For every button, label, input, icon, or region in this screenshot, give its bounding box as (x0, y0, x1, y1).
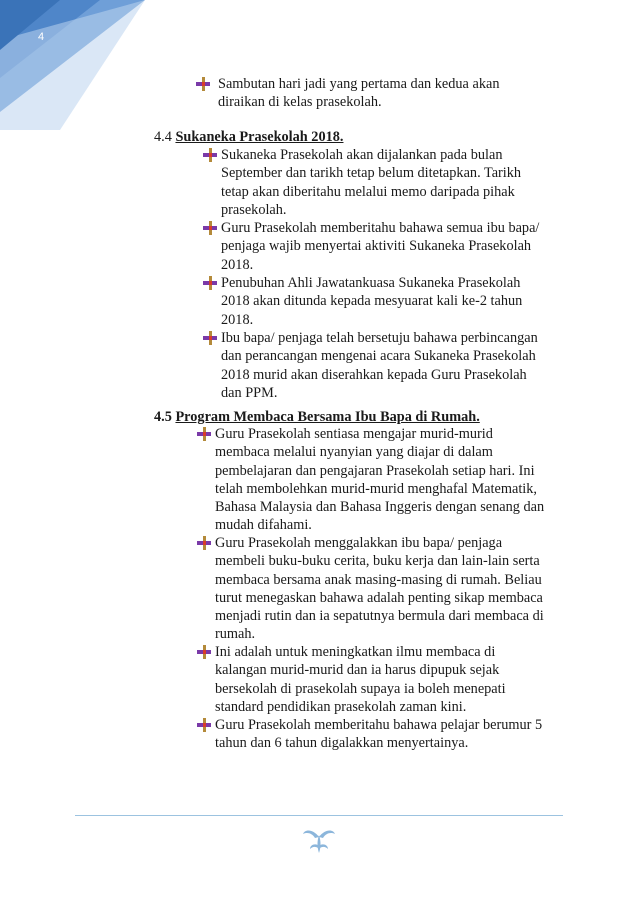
bullet-icon (203, 221, 217, 235)
page-number: 4 (38, 31, 45, 43)
bullet-icon (203, 331, 217, 345)
list-item (197, 716, 542, 753)
bullet-text: Guru Prasekolah sentiasa mengajar murid-murid membaca melalui nyanyian yang diajar di dalam pembelajaran dan pengajaran Prasekolah setiap hari. Ini telah membolehkan murid-murid menghafal Matematik, Bahasa Malaysia dan Bahasa Inggeris dengan senang dan mudah difahami. (215, 426, 545, 534)
bullet-icon (197, 645, 211, 659)
list-item (197, 425, 544, 535)
bullet-text: Sambutan hari jadi yang pertama dan kedua akan diraikan di kelas prasekolah. (218, 76, 500, 111)
section-number: 4.5 (154, 409, 176, 425)
list-item (203, 329, 538, 402)
bullet-text: Guru Prasekolah memberitahu bahawa semua ibu bapa/ penjaga wajib menyertai aktiviti Sukaneka Prasekolah 2018. (221, 220, 540, 273)
section-title: Program Membaca Bersama Ibu Bapa di Rumah. (175, 409, 480, 425)
list-item (197, 643, 506, 716)
bullet-text: Ibu bapa/ penjaga telah bersetuju bahawa perbincangan dan perancangan mengenai acara Sukaneka Prasekolah 2018 murid akan diserahkan kepada Guru Prasekolah dan PPM. (221, 330, 538, 401)
bullet-text: Penubuhan Ahli Jawatankuasa Sukaneka Prasekolah 2018 akan ditunda kepada mesyuarat kali ke-2 tahun 2018. (221, 275, 523, 328)
section-title: Sukaneka Prasekolah 2018. (175, 129, 344, 145)
bullet-icon (203, 276, 217, 290)
bullet-text: Guru Prasekolah menggalakkan ibu bapa/ penjaga membeli buku-buku cerita, buku kerja dan lain-lain serta membaca bersama anak masing-masing di rumah. Beliau turut menegaskan bahawa adalah penting sikap membaca menjadi rutin dan ia sepatutnya bermula dari membaca di rumah. (215, 535, 544, 643)
footer-divider (75, 815, 563, 816)
corner-decoration (0, 0, 160, 130)
list-item (203, 274, 522, 329)
section-number: 4.4 (154, 129, 176, 145)
bullet-icon (196, 77, 210, 91)
bullet-icon (197, 718, 211, 732)
bullet-text: Guru Prasekolah memberitahu bahawa pelajar berumur 5 tahun dan 6 tahun digalakkan menyertainya. (215, 717, 543, 752)
list-item (203, 146, 521, 219)
fleuron-ornament-icon (301, 825, 337, 855)
section-heading-4-5 (154, 408, 480, 426)
bullet-icon (203, 148, 217, 162)
bullet-icon (197, 536, 211, 550)
list-item (203, 219, 539, 274)
list-item (197, 534, 544, 644)
section-heading-4-4 (154, 128, 343, 146)
list-item (196, 75, 499, 112)
bullet-icon (197, 427, 211, 441)
bullet-text: Sukaneka Prasekolah akan dijalankan pada bulan September dan tarikh tetap belum ditetapkan. Tarikh tetap akan diberitahu melalui memo daripada pihak prasekolah. (221, 147, 522, 218)
bullet-text: Ini adalah untuk meningkatkan ilmu membaca di kalangan murid-murid dan ia harus dipupuk sejak bersekolah di prasekolah supaya ia boleh menepati standard pendidikan prasekolah zaman kini. (215, 644, 506, 715)
